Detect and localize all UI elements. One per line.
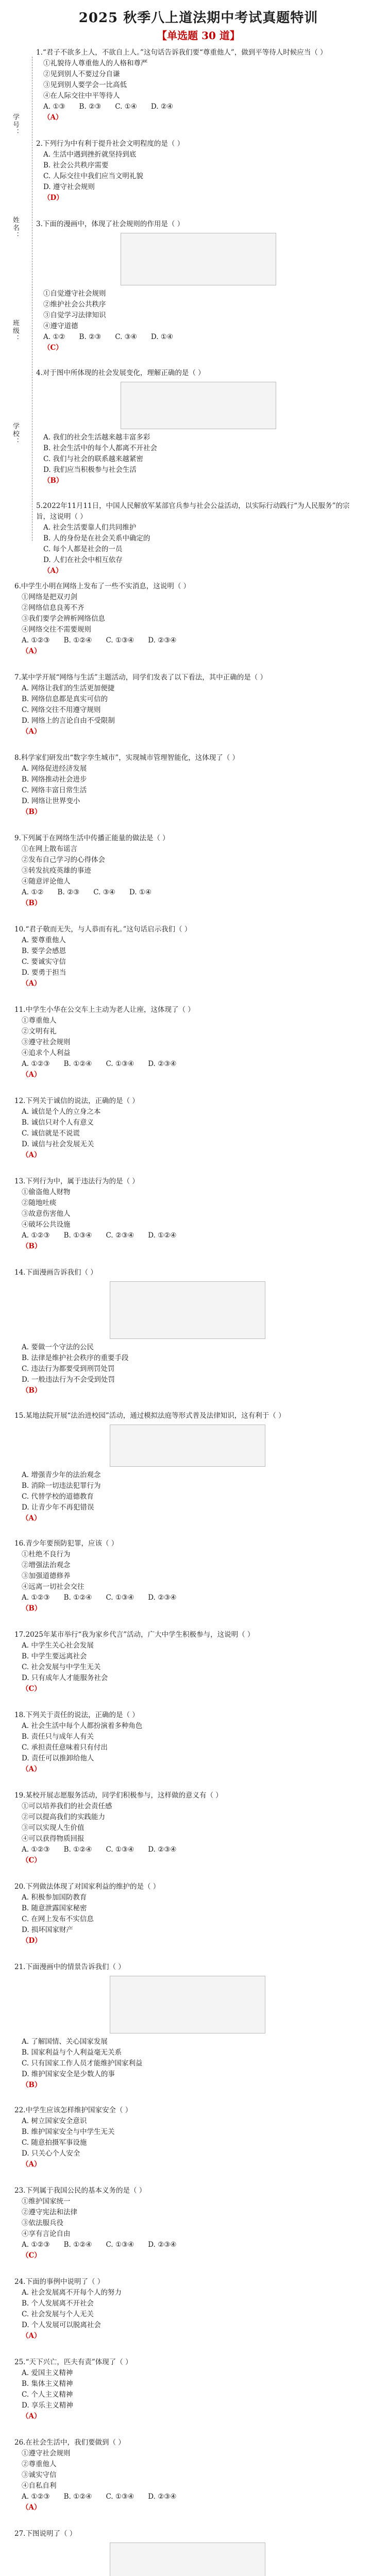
- question-24: [14, 2277, 361, 2342]
- page-title: 2025 秋季八上道法期中考试真题特训: [78, 10, 318, 26]
- answer: （A）: [22, 2503, 41, 2512]
- option: A. 树立国家安全意识: [22, 2117, 87, 2125]
- question-27: [14, 2529, 361, 2576]
- option: ②遵守宪法和法律: [22, 2208, 77, 2216]
- option: A. 爱国主义精神: [22, 2369, 73, 2377]
- choice-line: A. ①②③ B. ①②④ C. ①③④ D. ②③④: [22, 1594, 177, 1602]
- question-stem: [14, 1005, 361, 1015]
- question-number: 9.: [14, 834, 21, 842]
- option: ④在人际交往中平等待人: [43, 92, 120, 100]
- option: C. 只有国家工作人员才能维护国家利益: [22, 2059, 143, 2067]
- choice-line: A. ①② B. ②③ C. ③④ D. ①④: [43, 333, 174, 341]
- answer: （B）: [43, 477, 63, 485]
- option: ④破坏公共设施: [22, 1221, 71, 1229]
- option: C. 社会发展与中学生无关: [22, 1663, 101, 1671]
- question-13: [14, 1176, 361, 1252]
- question-26: [14, 2437, 361, 2513]
- option: ②网络信息良莠不齐: [22, 604, 85, 612]
- question-text: 下面的漫画中，体现了社会规则的作用是（ ）: [42, 220, 184, 228]
- question-text: 下列属于我国公民的基本义务的是（ ）: [25, 2187, 146, 2195]
- option: ④享有言论自由: [22, 2230, 71, 2238]
- question-23: [14, 2185, 361, 2261]
- question-stem: [36, 368, 361, 379]
- question-number: 19.: [14, 1791, 26, 1800]
- option: ③转发抗疫英雄的事迹: [22, 867, 91, 875]
- option: C. 每个人都是社会的一员: [43, 545, 123, 553]
- question-1: [36, 47, 361, 123]
- question-number: 15.: [14, 1412, 26, 1420]
- question-19: [14, 1790, 361, 1866]
- option: B. 中学生要远离社会: [22, 1652, 87, 1660]
- question-stem: [14, 2529, 361, 2539]
- option: ①可以培养我们的社会责任感: [22, 1802, 112, 1810]
- question-stem: [14, 1411, 361, 1421]
- option: ③我们要学会辨析网络信息: [22, 615, 105, 623]
- illustration: [110, 1976, 265, 2033]
- question-text: 下列行为中，属于违法行为的是（ ）: [25, 1177, 139, 1185]
- question-text: “君子不欲多上人，不欲自上人。”这句话告诉我们要“尊重他人”，做到平等待人时候应当（ ）: [42, 48, 327, 57]
- question-15: [14, 1411, 361, 1524]
- question-number: 8.: [14, 754, 21, 762]
- question-4: [36, 368, 361, 486]
- question-17: [14, 1630, 361, 1694]
- question-text: 某中学开展“网络与生活”主题活动，同学们发表了以下看法，其中正确的是（ ）: [21, 673, 267, 682]
- option: D. 享乐主义精神: [22, 2401, 73, 2410]
- option: C. 个人主义精神: [22, 2391, 73, 2399]
- question-number: 2.: [36, 140, 43, 148]
- question-number: 22.: [14, 2106, 26, 2114]
- question-text: 某校开展志愿服务活动，同学们积极参与，这样做的意义有（ ）: [25, 1791, 223, 1800]
- option: D. 我们应当积极参与社会生活: [43, 466, 137, 474]
- question-text: 对于图中所体现的社会发展变化，理解正确的是（ ）: [42, 369, 205, 377]
- option: ④自私自利: [22, 2482, 57, 2490]
- answer: （A）: [22, 1071, 41, 1079]
- question-text: “天下兴亡，匹夫有责”体现了（ ）: [25, 2358, 132, 2366]
- option: C. 在网上发布不实信息: [22, 1915, 94, 1923]
- option: C. 诚信就是不说谎: [22, 1129, 80, 1138]
- question-text: 下面漫画中的情景告诉我们（ ）: [25, 1963, 125, 1971]
- answer: （A）: [43, 113, 63, 122]
- option: ①杜绝不良行为: [22, 1550, 71, 1558]
- option: B. 要学会感恩: [22, 947, 66, 955]
- question-text: “君子敬而无失，与人恭而有礼。”这句话启示我们（ ）: [25, 925, 192, 934]
- question-text: 在社会生活中，我们要做到（ ）: [25, 2438, 125, 2447]
- answer: （A）: [22, 1151, 41, 1159]
- question-stem: [14, 1176, 361, 1187]
- question-text: 下面的事例中说明了（ ）: [25, 2278, 105, 2286]
- question-number: 26.: [14, 2438, 26, 2447]
- choice-line: A. ①②③ B. ①②④ C. ①③④ D. ②③④: [22, 1060, 177, 1068]
- option: A. 要做一个守法的公民: [22, 1343, 94, 1351]
- answer: （C）: [43, 344, 63, 352]
- option: ③依法服兵役: [22, 2219, 63, 2227]
- option: B. 网络推动社会进步: [22, 775, 87, 784]
- option: ③自觉学习法律知识: [43, 311, 106, 319]
- question-number: 24.: [14, 2278, 26, 2286]
- question-number: 1.: [36, 48, 43, 57]
- option: A. 中学生关心社会发展: [22, 1641, 94, 1650]
- option: C. 我们与社会的联系越来越紧密: [43, 455, 143, 463]
- illustration: [121, 382, 276, 429]
- question-stem: [14, 1538, 361, 1549]
- question-9: [14, 833, 361, 909]
- option: D. 个人发展可以脱离社会: [22, 2321, 101, 2329]
- question-text: 2025年某市举行“我为家乡代言”活动，广大中学生积极参与，这说明（ ）: [25, 1631, 255, 1639]
- option: C. 违法行为都要受到刑罚处罚: [22, 1365, 115, 1373]
- question-number: 14.: [14, 1268, 26, 1277]
- option: ②发布自己学习的心得体会: [22, 856, 105, 864]
- option: D. 一般违法行为不会受到处罚: [22, 1376, 115, 1384]
- question-stem: [14, 1630, 361, 1640]
- option: ②见到别人不要过分自谦: [43, 70, 120, 78]
- question-8: [14, 753, 361, 818]
- option: A. 生活中遇到挫折就坚持到底: [43, 150, 137, 159]
- question-21: [14, 1962, 361, 2091]
- option: B. 社会生活中的每个人都离不开社会: [43, 444, 158, 452]
- header: [36, 0, 361, 46]
- option: ②可以提高我们的实践能力: [22, 1813, 105, 1821]
- option: D. 责任可以推卸给他人: [22, 1754, 94, 1762]
- question-number: 7.: [14, 673, 21, 682]
- option: D. 只关心个人安全: [22, 2149, 80, 2158]
- question-number: 27.: [14, 2530, 26, 2538]
- choice-line: A. ①②③ B. ①③④ C. ②③④ D. ①②④: [22, 1231, 177, 1240]
- option: D. 让青少年不再犯错误: [22, 1503, 94, 1512]
- answer: （A）: [22, 727, 41, 736]
- option: ④追求个人利益: [22, 1049, 71, 1057]
- answer: （C）: [22, 1685, 41, 1693]
- option: A. 网络促进经济发展: [22, 765, 87, 773]
- option: D. 只有成年人才能服务社会: [22, 1674, 108, 1682]
- question-6: [14, 581, 361, 657]
- option: D. 诚信与社会发展无关: [22, 1140, 94, 1148]
- option: ②尊重他人: [22, 2460, 57, 2468]
- option: D. 网络上的言论自由不受限制: [22, 717, 115, 725]
- question-stem: [36, 47, 361, 58]
- question-12: [14, 1096, 361, 1161]
- choice-line: A. ①②③ B. ①②④ C. ①③④ D. ②③④: [22, 636, 177, 645]
- question-stem: [14, 833, 361, 844]
- option: C. 社会发展与个人无关: [22, 2310, 94, 2318]
- question-stem: [14, 1790, 361, 1801]
- question-22: [14, 2105, 361, 2170]
- question-number: 6.: [14, 582, 21, 590]
- option: C. 随意拍摄军事设施: [22, 2139, 87, 2147]
- option: D. 损坏国家财产: [22, 1926, 73, 1934]
- option: A. 社会生活中每个人都扮演着多种角色: [22, 1722, 143, 1730]
- option: ①尊重他人: [22, 1016, 57, 1025]
- question-text: 某地法院开展“法治进校园”活动，通过模拟法庭等形式普及法律知识，这有利于（ ）: [25, 1412, 285, 1420]
- answer: （D）: [43, 194, 63, 202]
- option: B. 社会公共秩序需要: [43, 161, 109, 170]
- option: ③加强道德修养: [22, 1572, 71, 1580]
- question-14: [14, 1267, 361, 1396]
- question-stem: [14, 1267, 361, 1278]
- answer: （A）: [22, 1514, 41, 1522]
- option: D. 遵守社会规则: [43, 183, 95, 191]
- option: ③故意伤害他人: [22, 1210, 71, 1218]
- option: B. 法律是维护社会秩序的重要手段: [22, 1354, 129, 1362]
- option: ①在网上散布谣言: [22, 845, 77, 853]
- question-stem: [14, 2105, 361, 2116]
- option: ④遵守道德: [43, 322, 78, 330]
- question-number: 10.: [14, 925, 26, 934]
- question-stem: [36, 139, 361, 149]
- answer: （A）: [22, 1765, 41, 1773]
- question-number: 13.: [14, 1177, 26, 1185]
- option: B. 集体主义精神: [22, 2380, 73, 2388]
- option: ②增强法治观念: [22, 1561, 71, 1569]
- choice-line: A. ①② B. ②③ C. ③④ D. ①④: [22, 888, 152, 896]
- margin-label-number: 学号：: [11, 113, 19, 137]
- option: ①维护国家统一: [22, 2197, 71, 2206]
- option: ④远离一切社会交往: [22, 1583, 85, 1591]
- option: ④随意评论他人: [22, 877, 71, 886]
- option: A. 社会发展离不开每个人的努力: [22, 2289, 122, 2297]
- question-stem: [36, 219, 361, 230]
- answer: （A）: [22, 979, 41, 988]
- option: D. 要勇于担当: [22, 969, 66, 977]
- choice-line: A. ①③ B. ②③ C. ①④ D. ②④: [43, 103, 174, 111]
- option: A. 社会生活要靠人们共同维护: [43, 523, 137, 532]
- option: A. 我们的社会生活越来越丰富多彩: [43, 433, 150, 442]
- question-number: 17.: [14, 1631, 26, 1639]
- question-stem: [14, 924, 361, 935]
- question-10: [14, 924, 361, 989]
- question-text: 下图说明了（ ）: [25, 2530, 77, 2538]
- question-stem: [14, 672, 361, 683]
- question-text: 青少年要预防犯罪，应该（ ）: [25, 1539, 119, 1548]
- option: B. 诚信只对个人有意义: [22, 1118, 94, 1127]
- option: D. 人们在社会中相互依存: [43, 556, 123, 564]
- option: A. 增强青少年的法治观念: [22, 1471, 101, 1479]
- question-stem: [14, 2437, 361, 2448]
- option: ③见到别人要学会一比高低: [43, 81, 127, 89]
- option: C. 要诚实守信: [22, 958, 66, 966]
- answer: （B）: [22, 1386, 42, 1395]
- choice-line: A. ①②③ B. ①②④ C. ①③④ D. ②③④: [22, 1845, 177, 1854]
- question-stem: [14, 1882, 361, 1892]
- question-text: 科学家们研发出“数字孪生城市”，实现城市管理智能化，这体现了（ ）: [21, 754, 239, 762]
- question-text: 2022年11月11日，中国人民解放军某部官兵参与社会公益活动，以实际行动践行“为人民服务”的宗旨，这说明（ ）: [36, 502, 350, 521]
- question-11: [14, 1005, 361, 1080]
- option: B. 消除一切违法犯罪行为: [22, 1482, 101, 1490]
- question-text: 中学生小华在公交车上主动为老人让座，这体现了（ ）: [25, 1006, 195, 1014]
- option: ①自觉遵守社会规则: [43, 290, 106, 298]
- question-stem: [14, 753, 361, 764]
- option: ①偷盗他人财物: [22, 1188, 71, 1196]
- question-5: [36, 501, 361, 577]
- question-text: 下列做法体现了对国家利益的维护的是（ ）: [25, 1883, 160, 1891]
- option: ③诚实守信: [22, 2471, 57, 2479]
- question-number: 5.: [36, 502, 43, 510]
- question-stem: [14, 1710, 361, 1721]
- binding-margin: [0, 0, 36, 546]
- section-subtitle: 【单选题 30 道】: [157, 29, 240, 42]
- option: A. 要尊重他人: [22, 936, 66, 944]
- option: C. 承担责任意味着只有付出: [22, 1743, 108, 1752]
- answer: （B）: [22, 2081, 42, 2089]
- question-stem: [14, 1962, 361, 1973]
- option: ③遵守社会规则: [22, 1038, 71, 1046]
- choice-line: A. ①②③ B. ①②④ C. ①③④ D. ②③④: [22, 2241, 177, 2249]
- question-20: [14, 1882, 361, 1946]
- option: ④网络交往不需要规则: [22, 625, 91, 634]
- question-number: 18.: [14, 1711, 26, 1719]
- option: ③可以实现人生价值: [22, 1824, 85, 1832]
- answer: （A）: [22, 2332, 41, 2340]
- option: ①网络是把双刃剑: [22, 593, 77, 601]
- margin-label-school: 学校：: [11, 422, 19, 446]
- illustration: [110, 1281, 265, 1339]
- answer: （C）: [22, 2251, 41, 2260]
- margin-label-class: 班级：: [11, 319, 19, 343]
- illustration: [110, 1425, 265, 1467]
- option: B. 责任只与成年人有关: [22, 1733, 94, 1741]
- question-number: 11.: [14, 1006, 26, 1014]
- question-16: [14, 1538, 361, 1614]
- answer: （A）: [22, 647, 41, 655]
- question-18: [14, 1710, 361, 1775]
- question-stem: [14, 2277, 361, 2287]
- answer: （B）: [22, 1604, 42, 1613]
- question-stem: [14, 2357, 361, 2368]
- answer: （B）: [22, 1242, 42, 1250]
- option: ②维护社会公共秩序: [43, 300, 106, 309]
- question-2: [36, 139, 361, 204]
- option: ①遵守社会规则: [22, 2449, 71, 2458]
- question-number: 21.: [14, 1963, 26, 1971]
- illustration: [110, 2543, 265, 2576]
- question-stem: [14, 581, 361, 592]
- answer: （A）: [43, 567, 63, 575]
- option: B. 随意泄露国家秘密: [22, 1904, 87, 1912]
- choice-line: A. ①②③ B. ①②④ C. ①③④ D. ②③④: [22, 2493, 177, 2501]
- answer: （B）: [22, 899, 42, 907]
- option: ④可以获得物质回报: [22, 1835, 85, 1843]
- question-text: 中学生应该怎样维护国家安全（ ）: [25, 2106, 132, 2114]
- option: C. 网络丰富日常生活: [22, 786, 87, 794]
- question-number: 3.: [36, 220, 43, 228]
- option: B. 人的身份是在社会关系中确定的: [43, 534, 150, 543]
- option: D. 维护国家安全是少数人的事: [22, 2070, 115, 2078]
- question-text: 下面漫画告诉我们（ ）: [25, 1268, 97, 1277]
- question-text: 下列行为中有利于提升社会文明程度的是（ ）: [42, 140, 184, 148]
- question-number: 12.: [14, 1097, 26, 1105]
- answer: （D）: [22, 1937, 42, 1945]
- option: B. 国家利益与个人利益毫无关系: [22, 2048, 122, 2057]
- answer: （A）: [22, 2412, 41, 2420]
- question-number: 25.: [14, 2358, 26, 2366]
- answer: （B）: [22, 808, 42, 816]
- option: B. 个人发展离不开社会: [22, 2299, 94, 2308]
- question-text: 中学生小明在网络上发布了一些不实消息，这说明（ ）: [21, 582, 191, 590]
- question-number: 23.: [14, 2187, 26, 2195]
- question-25: [14, 2357, 361, 2422]
- question-7: [14, 672, 361, 737]
- question-text: 下列关于责任的说法，正确的是（ ）: [25, 1711, 139, 1719]
- option: C. 人际交往中我们应当文明礼貌: [43, 172, 143, 180]
- margin-label-name: 姓名：: [11, 216, 19, 240]
- question-stem: [36, 501, 361, 522]
- answer: （A）: [22, 2160, 41, 2168]
- option: C. 网络交往不用遵守规则: [22, 706, 101, 714]
- option: B. 网络信息都是真实可信的: [22, 695, 108, 703]
- option: B. 维护国家安全与中学生无关: [22, 2128, 115, 2136]
- option: A. 诚信是个人的立身之本: [22, 1108, 101, 1116]
- question-number: 4.: [36, 369, 43, 377]
- question-stem: [14, 2185, 361, 2196]
- question-text: 下列属于在网络生活中传播正能量的做法是（ ）: [21, 834, 170, 842]
- option: ②文明有礼: [22, 1027, 57, 1036]
- option: ①礼貌待人尊重他人的人格和尊严: [43, 59, 148, 67]
- answer: （C）: [22, 1856, 41, 1865]
- option: C. 代替学校的道德教育: [22, 1493, 94, 1501]
- question-stem: [14, 1096, 361, 1107]
- option: D. 网络让世界变小: [22, 797, 80, 805]
- illustration: [121, 233, 276, 285]
- option: A. 网络让我们的生活更加便捷: [22, 684, 115, 692]
- question-number: 20.: [14, 1883, 26, 1891]
- question-3: [36, 219, 361, 353]
- question-text: 下列关于诚信的说法，正确的是（ ）: [25, 1097, 139, 1105]
- option: A. 了解国情、关心国家发展: [22, 2038, 108, 2046]
- question-number: 16.: [14, 1539, 26, 1548]
- option: ②随地吐痰: [22, 1199, 57, 1207]
- option: A. 积极参加国防教育: [22, 1893, 87, 1902]
